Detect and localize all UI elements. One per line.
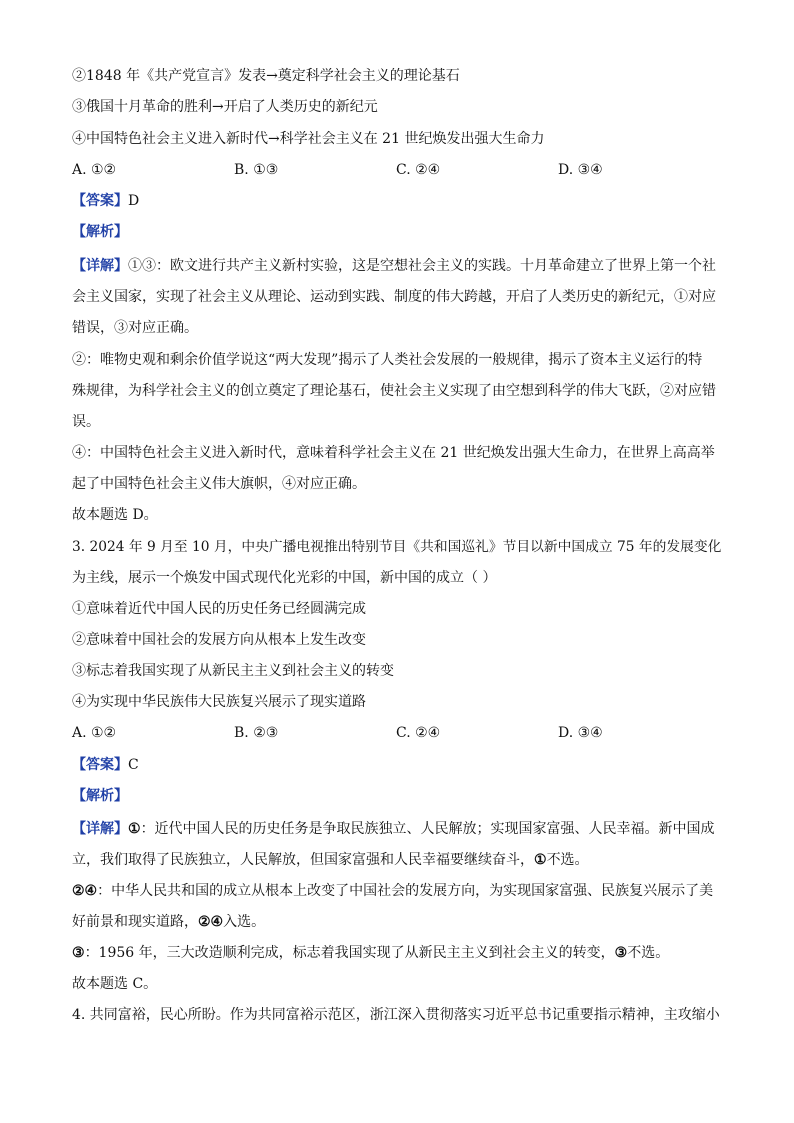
answer-value: C bbox=[128, 757, 139, 773]
analysis-tag: 【解析】 bbox=[72, 788, 128, 804]
option-d: D. ③④ bbox=[558, 725, 603, 741]
q3-detail-line: ②④：中华人民共和国的成立从根本上改变了中国社会的发展方向，为实现国家富强、民族复兴展示了美 bbox=[72, 883, 714, 899]
statement-3: ③俄国十月革命的胜利→开启了人类历史的新纪元 bbox=[72, 99, 378, 115]
q3-answer bbox=[72, 755, 722, 775]
q2-analysis bbox=[72, 222, 722, 242]
q3-statement-4: ④为实现中华民族伟大民族复兴展示了现实道路 bbox=[72, 694, 366, 710]
q3-statement-1: ①意味着近代中国人民的历史任务已经圆满完成 bbox=[72, 601, 366, 617]
q2-detail-line: 误。 bbox=[72, 414, 100, 430]
q3-detail-line: 好前景和现实道路，②④入选。 bbox=[72, 914, 266, 930]
option-c: C. ②④ bbox=[396, 725, 441, 741]
statement-2: ②1848 年《共产党宣言》发表→奠定科学社会主义的理论基石 bbox=[72, 68, 460, 84]
q3-analysis bbox=[72, 786, 722, 806]
answer-tag: 【答案】 bbox=[72, 193, 128, 209]
option-b: B. ②③ bbox=[234, 725, 279, 741]
q2-detail-line: ②：唯物史观和剩余价值学说这“两大发现”揭示了人类社会发展的一般规律，揭示了资本主义运行的特 bbox=[72, 352, 703, 368]
option-a: A. ①② bbox=[72, 162, 117, 178]
q3-statement-3: ③标志着我国实现了从新民主主义到社会主义的转变 bbox=[72, 663, 394, 679]
q2-detail-line: ④：中国特色社会主义进入新时代，意味着科学社会主义在 21 世纪焕发出强大生命力，在世界上高高举 bbox=[72, 445, 715, 461]
q2-detail-line: 会主义国家，实现了社会主义从理论、运动到实践、制度的伟大跨越，开启了人类历史的新纪元，①对应 bbox=[72, 289, 716, 305]
q3-statement-2: ②意味着中国社会的发展方向从根本上发生改变 bbox=[72, 632, 366, 648]
q3-detail-line: 立，我们取得了民族独立，人民解放，但国家富强和人民幸福要继续奋斗，①不选。 bbox=[72, 852, 589, 868]
answer-value: D bbox=[128, 193, 140, 209]
q3-detail-line: ③：1956 年，三大改造顺利完成，标志着我国实现了从新民主主义到社会主义的转变，③不选。 bbox=[72, 945, 670, 961]
q2-detail-line: 错误，③对应正确。 bbox=[72, 320, 198, 336]
option-c: C. ②④ bbox=[396, 162, 441, 178]
q4-stem-line: 4. 共同富裕，民心所盼。作为共同富裕示范区，浙江深入贯彻落实习近平总书记重要指示精神，主攻缩小 bbox=[72, 1007, 720, 1023]
analysis-tag: 【解析】 bbox=[72, 224, 128, 240]
q2-options bbox=[72, 160, 722, 180]
statement-4: ④中国特色社会主义进入新时代→科学社会主义在 21 世纪焕发出强大生命力 bbox=[72, 131, 545, 147]
q2-detail-line: 殊规律，为科学社会主义的创立奠定了理论基石，使社会主义实现了由空想到科学的伟大飞跃，②对应错 bbox=[72, 383, 716, 399]
q2-detail-line: 起了中国特色社会主义伟大旗帜，④对应正确。 bbox=[72, 476, 366, 492]
option-d: D. ③④ bbox=[558, 162, 603, 178]
option-b: B. ①③ bbox=[234, 162, 279, 178]
q2-detail-line: 【详解】①③：欧文进行共产主义新村实验，这是空想社会主义的实践。十月革命建立了世界上第一个社 bbox=[72, 258, 716, 274]
detail-tag: 【详解】 bbox=[72, 821, 128, 837]
q3-conclusion: 故本题选 C。 bbox=[72, 976, 158, 992]
q3-stem-line: 为主线，展示一个焕发中国式现代化光彩的中国，新中国的成立（ ） bbox=[72, 570, 497, 586]
answer-tag: 【答案】 bbox=[72, 757, 128, 773]
q2-answer bbox=[72, 191, 722, 211]
q3-stem-line: 3. 2024 年 9 月至 10 月，中央广播电视推出特别节目《共和国巡礼》节目以新中国成立 75 年的发展变化 bbox=[72, 539, 722, 555]
q2-conclusion: 故本题选 D。 bbox=[72, 507, 158, 523]
detail-tag: 【详解】 bbox=[72, 258, 128, 274]
q3-detail-line: 【详解】①：近代中国人民的历史任务是争取民族独立、人民解放；实现国家富强、人民幸福。新中国成 bbox=[72, 821, 715, 837]
q3-options bbox=[72, 723, 722, 743]
option-a: A. ①② bbox=[72, 725, 117, 741]
